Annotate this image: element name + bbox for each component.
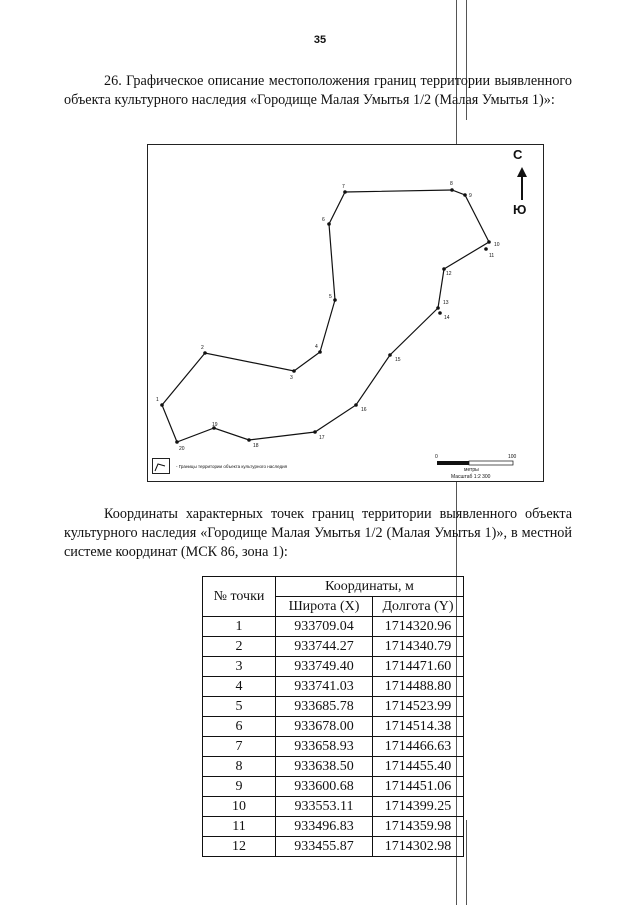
point-number-cell: 1 [203,617,276,637]
longitude-cell: 1714451.06 [373,777,464,797]
latitude-cell: 933744.27 [276,637,373,657]
latitude-cell: 933741.03 [276,677,373,697]
point-number-cell: 3 [203,657,276,677]
scale-bar-white [469,461,513,465]
table-row [203,777,464,797]
map-drawing [148,145,543,481]
table-row [203,717,464,737]
point-number-cell: 4 [203,677,276,697]
scale-unit: метры [464,467,479,473]
scale-end: 100 [508,454,517,460]
boundary-point-label: 11 [489,253,495,259]
boundary-point-label: 14 [444,315,450,321]
boundary-point-label: 1 [156,397,159,403]
point-number-cell: 6 [203,717,276,737]
legend-text: - Границы территории объекта культурного наследия [176,464,288,469]
boundary-polygon [162,190,489,442]
table-row [203,817,464,837]
legend-symbol-icon [152,458,170,474]
table-row [203,697,464,717]
section-heading-text: 26. Графическое описание местоположения границ территории выявленного объекта культурного наследия «Городище Малая Умытья 1/2 (Малая Умытья 1)»: [64,73,572,108]
longitude-cell: 1714359.98 [373,817,464,837]
latitude-cell: 933709.04 [276,617,373,637]
map-legend [152,456,322,476]
boundary-point [463,193,467,197]
boundary-point [160,403,164,407]
table-body [203,617,464,857]
boundary-point-label: 18 [253,443,259,449]
boundary-point [487,240,491,244]
boundary-point [333,298,337,302]
header-point: № точки [203,577,276,617]
table-row [203,757,464,777]
longitude-cell: 1714514.38 [373,717,464,737]
boundary-point [354,403,358,407]
table-header-row [203,577,464,597]
page-number: 35 [313,34,327,46]
boundary-point [436,306,440,310]
boundary-point-label: 20 [179,446,185,452]
point-number-cell: 9 [203,777,276,797]
latitude-cell: 933455.87 [276,837,373,857]
boundary-point [388,353,392,357]
boundary-points [156,181,500,452]
table-row [203,617,464,637]
latitude-cell: 933658.93 [276,737,373,757]
point-number-cell: 8 [203,757,276,777]
point-number-cell: 2 [203,637,276,657]
boundary-point [318,350,322,354]
table-row [203,837,464,857]
point-number-cell: 7 [203,737,276,757]
north-label: С [513,147,523,162]
table-row [203,737,464,757]
boundary-point [450,188,454,192]
boundary-point-label: 4 [315,344,318,350]
boundary-point-label: 3 [290,375,293,381]
table-row [203,637,464,657]
latitude-cell: 933496.83 [276,817,373,837]
north-arrowhead-icon [517,167,527,177]
coords-intro-text: Координаты характерных точек границ территории выявленного объекта культурного наследия «Городище Малая Умытья 1/2 (Малая Умытья 1)», в местной системе координат (МСК 86, зона 1): [64,506,572,560]
scale-text: Масштаб 1:2 300 [451,474,491,480]
boundary-point-label: 10 [494,242,500,248]
boundary-point [484,247,488,251]
latitude-cell: 933749.40 [276,657,373,677]
header-coords: Координаты, м [276,577,464,597]
boundary-point [438,311,442,315]
boundary-point-label: 8 [450,181,453,187]
boundary-point-label: 7 [342,184,345,190]
boundary-point [343,190,347,194]
boundary-map [147,144,544,482]
boundary-point [203,351,207,355]
south-label: Ю [513,202,527,217]
boundary-point-label: 5 [329,294,332,300]
longitude-cell: 1714302.98 [373,837,464,857]
coordinates-table [202,576,464,857]
scale-bar-black [437,461,469,465]
longitude-cell: 1714488.80 [373,677,464,697]
boundary-point-label: 15 [395,357,401,363]
point-number-cell: 11 [203,817,276,837]
boundary-point-label: 16 [361,407,367,413]
boundary-point-label: 2 [201,345,204,351]
latitude-cell: 933685.78 [276,697,373,717]
longitude-cell: 1714466.63 [373,737,464,757]
point-number-cell: 5 [203,697,276,717]
latitude-cell: 933553.11 [276,797,373,817]
boundary-point [327,222,331,226]
longitude-cell: 1714471.60 [373,657,464,677]
latitude-cell: 933678.00 [276,717,373,737]
boundary-point [175,440,179,444]
longitude-cell: 1714399.25 [373,797,464,817]
latitude-cell: 933600.68 [276,777,373,797]
boundary-point-label: 13 [443,300,449,306]
scale-start: 0 [435,454,438,460]
latitude-cell: 933638.50 [276,757,373,777]
longitude-cell: 1714455.40 [373,757,464,777]
header-lon: Долгота (Y) [373,597,464,617]
boundary-point-label: 9 [469,193,472,199]
table-row [203,657,464,677]
coords-intro [64,505,572,562]
point-number-cell: 12 [203,837,276,857]
longitude-cell: 1714320.96 [373,617,464,637]
boundary-point-label: 19 [212,422,218,428]
table-row [203,677,464,697]
longitude-cell: 1714523.99 [373,697,464,717]
boundary-point [313,430,317,434]
boundary-point [247,438,251,442]
longitude-cell: 1714340.79 [373,637,464,657]
header-lat: Широта (X) [276,597,373,617]
boundary-point [292,369,296,373]
boundary-point-label: 17 [319,435,325,441]
section-heading [64,72,572,110]
scan-line-vertical-3 [466,820,467,905]
point-number-cell: 10 [203,797,276,817]
boundary-point-label: 6 [322,217,325,223]
table-row [203,797,464,817]
boundary-point-label: 12 [446,271,452,277]
